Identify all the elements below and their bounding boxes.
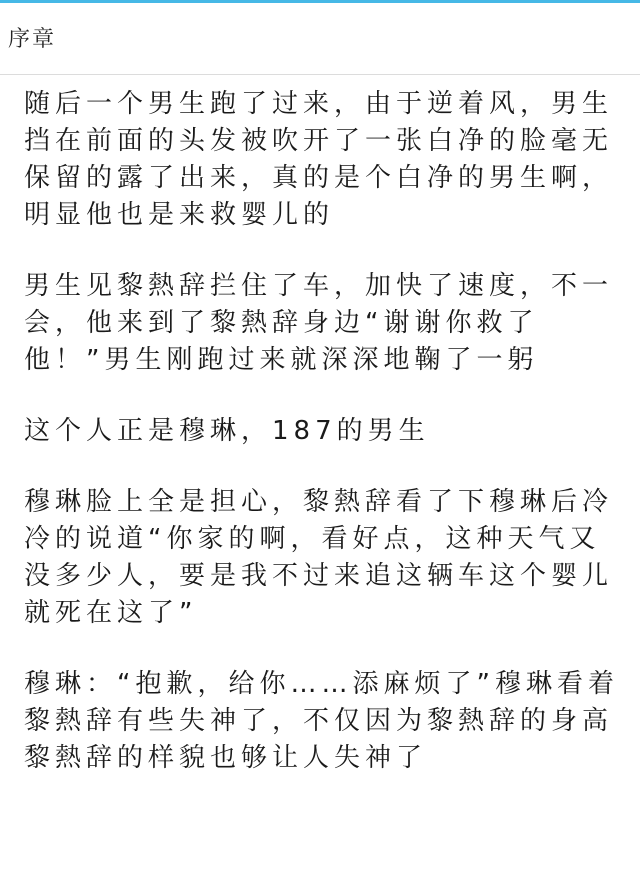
paragraph: 男生见黎熱辞拦住了车，加快了速度，不一会，他来到了黎熱辞身边“谢谢你救了他！”男生刚跑过来就深深地鞠了一躬 bbox=[24, 271, 614, 375]
paragraph: 穆琳脸上全是担心，黎熱辞看了下穆琳后冷冷的说道“你家的啊，看好点，这种天气又没多少人，要是我不过来追这辆车这个婴儿就死在这了” bbox=[24, 487, 614, 628]
paragraph: 随后一个男生跑了过来，由于逆着风，男生挡在前面的头发被吹开了一张白净的脸毫无保留的露了出来，真的是个白净的男生啊，明显他也是来救婴儿的 bbox=[24, 89, 614, 230]
paragraph: 这个人正是穆琳，187的男生 bbox=[24, 416, 430, 446]
paragraph: 穆琳：“抱歉，给你……添麻烦了”穆琳看着黎熱辞有些失神了，不仅因为黎熱辞的身高黎熱辞的样貌也够让人失神了 bbox=[24, 669, 619, 773]
chapter-title: 序章 bbox=[8, 27, 57, 52]
chapter-header bbox=[0, 3, 640, 75]
chapter-content bbox=[24, 86, 630, 811]
